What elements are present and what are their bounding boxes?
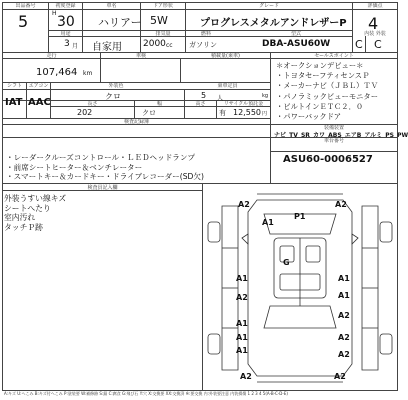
damage-mark: A1 (338, 274, 350, 283)
overall-score: 4 (368, 14, 379, 33)
door-type: 5W (150, 14, 168, 27)
equipment-item: SR (300, 132, 310, 139)
damage-mark: A2 (338, 350, 350, 359)
month-unit: 月 (72, 43, 79, 50)
lot-number: 5 (18, 12, 29, 31)
shift-label: シフト (6, 83, 22, 89)
capacity-unit: 人 (217, 95, 224, 102)
damage-mark: A2 (338, 333, 350, 342)
type-label: 型式 (290, 31, 301, 37)
sales-point-item: ・パノラミックビューモニター (276, 91, 379, 101)
cc-label: 排気量 (155, 31, 171, 37)
damage-mark: A1 (262, 218, 274, 227)
damage-mark: A1 (338, 291, 350, 300)
chassis-label: 車台番号 (323, 138, 344, 144)
mileage-unit: km (83, 70, 93, 77)
equipment-item: アルミ (364, 132, 383, 139)
model-label: 車名 (106, 3, 117, 9)
recycle-prefix: 有 (219, 109, 226, 117)
damage-mark: A2 (338, 311, 350, 320)
aircon-value: AAC (28, 97, 51, 108)
damage-mark: A1 (236, 333, 248, 342)
reg-year: 30 (57, 14, 75, 30)
damage-mark: P1 (294, 212, 306, 221)
aircon-label: エアコン (28, 83, 49, 89)
equipment-item: カワ (313, 132, 326, 139)
inspector-note: タッチＰ跡 (4, 222, 43, 232)
mileage-label: 走行 (46, 53, 57, 59)
damage-mark: A2 (236, 293, 248, 302)
sales-points-title: セールスポイント (314, 53, 354, 59)
equipment-item: PS (385, 132, 394, 139)
shift-value: IAT (5, 97, 23, 108)
capacity-label: 乗車定員 (217, 83, 238, 89)
sales-point-item: ＊オークションデビュー＊ (276, 61, 364, 70)
equipment-item: TV (289, 132, 298, 139)
lot-label: 出品番号 (15, 3, 36, 9)
grade-label: グレード (258, 3, 279, 9)
inspector-notes (4, 194, 66, 232)
inspection-record-label: 検査記録簿 (123, 119, 149, 125)
fuel-label: 燃料 (200, 31, 211, 37)
damage-mark: A2 (238, 200, 250, 209)
sales-point-item: ・トヨタセーフティセンスＰ (276, 71, 370, 81)
exterior-grade: C (374, 38, 382, 51)
fuel-type: ガソリン (189, 41, 217, 49)
recycle-label: リサイクル預託金 (223, 101, 264, 107)
color-value: クロ (105, 92, 121, 101)
model-name: ハリアー (98, 16, 142, 29)
first-reg-label: 初度登録 (55, 3, 76, 9)
feature-item: ・レーダークルーズコントロール・ＬＥＤヘッドランプ (6, 153, 196, 162)
sales-point-item: ・パワーバックドア (276, 112, 342, 122)
engine-cc: 2000 (143, 39, 166, 49)
damage-mark: A1 (236, 274, 248, 283)
width-label: 幅 (156, 101, 162, 107)
sales-point-item: ・ビルトインＥＴＣ２．０ (276, 101, 364, 111)
mileage-value: 107,464 (36, 67, 78, 78)
footer-legend: A:キズ U:へこみ B:キズ付へこみ P:塗装要 W:補修跡 S:錆 C:腐食 G:飛び石 Y:穴 X:交換要 XX:交換済 ※:要交換 内:外装要注意 内装損傷 1 2 3 4 5(A-B-C-D-E) (4, 391, 288, 396)
damage-mark: G (283, 258, 290, 267)
equipment-item: PW (397, 132, 408, 139)
interior-exterior-label: 内装 外装 (364, 31, 386, 37)
damage-mark: A1 (236, 346, 248, 355)
damage-mark: A1 (236, 319, 248, 328)
damage-mark: A2 (240, 372, 252, 381)
equipment-item: エアB (344, 132, 362, 139)
reg-month: 3 (64, 39, 70, 49)
length-value: 202 (77, 108, 93, 117)
recycle-unit: 円 (262, 111, 268, 117)
height-label: 高さ (195, 101, 206, 107)
use-label: 用途 (60, 31, 71, 37)
capacity-unit-kg: kg (262, 93, 269, 99)
feature-item: ・前席シートヒーター＆ベンチレーター (6, 162, 143, 172)
damage-mark: A2 (334, 372, 346, 381)
damage-mark: A2 (335, 200, 347, 209)
capacity-value: 5 (201, 91, 207, 100)
sales-points-list (276, 61, 378, 122)
inspector-title: 検査員記入欄 (87, 185, 118, 191)
length-label: 長さ (87, 101, 98, 107)
vehicle-use: 自家用 (92, 42, 122, 53)
equipment-item: ナビ (274, 132, 287, 139)
color-label: 外装色 (108, 83, 124, 89)
inspector-note: シートへたり (4, 203, 51, 213)
era-prefix: H (52, 10, 57, 17)
interior-grade: C (355, 38, 363, 51)
score-label: 評価点 (367, 3, 383, 9)
inspector-note: 外装うすい線キズ (4, 194, 67, 203)
sales-point-item: ・メーカーナビ（ＪＢＬ）ＴＶ (276, 81, 379, 91)
chassis-number: ASU60-0006527 (283, 154, 373, 165)
cc-unit: cc (166, 42, 173, 49)
features-list (6, 153, 204, 182)
registration-class-label: 積載量(乗車) (211, 53, 240, 59)
grade-name: プログレスメタルアンドレザーP (200, 18, 347, 29)
inspector-note: 室内汚れ (4, 213, 36, 222)
doors-label: ドア形状 (153, 3, 173, 9)
model-type: DBA-ASU60W (262, 39, 331, 49)
feature-item: ・スマートキー＆カードキー・ドライブレコーダー(SD欠) (6, 172, 204, 181)
equipment-item: ABS (328, 132, 342, 139)
recycle-value: 12,550 (233, 108, 261, 117)
color2-value: クロ (142, 109, 156, 117)
inspection-label: 車検 (135, 53, 146, 59)
equipment-title: 装備装置 (323, 125, 344, 131)
